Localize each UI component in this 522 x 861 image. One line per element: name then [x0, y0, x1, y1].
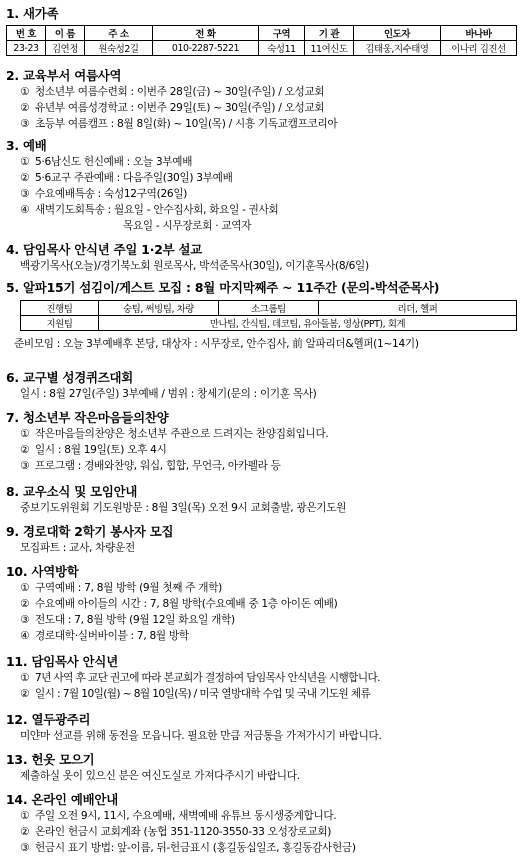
- list-item: [20, 840, 356, 855]
- section-9-title: 9. 경로대학 2학기 봉사자 모집: [6, 524, 174, 539]
- item-text: 새벽기도회특송 : 월요일 - 안수집사회, 화요일 - 권사회: [35, 204, 279, 216]
- section-5-title: 5. 알파15기 섬김이/게스트 모집 : 8월 마지막째주 ~ 11주간 (문의-박석준목사): [6, 280, 440, 295]
- table-cell: 010-2287-5221: [153, 41, 259, 56]
- item-text: 유년부 여름성경학교 : 이번주 29일(토) ~ 30일(주일) / 오성교회: [35, 102, 325, 114]
- item-text: 수요예배특송 : 숙성12구역(26일): [35, 188, 188, 200]
- table-cell: 숙성11: [259, 41, 305, 56]
- section-14-title: 14. 온라인 예배안내: [6, 792, 118, 807]
- section-1-title: 1. 새가족: [6, 6, 59, 21]
- header-cell: 바나바: [441, 26, 517, 41]
- item-text: 일시 : 8월 19일(토) 오후 4시: [35, 444, 167, 456]
- item-text: 구역예배 : 7, 8월 방학 (9월 첫째 주 개학): [35, 582, 222, 594]
- header-cell: 기 관: [305, 26, 354, 41]
- item-text: 헌금시 표기 방법: 앞-이름, 뒤-헌금표시 (홍길동십일조, 홍길동감사헌금): [35, 842, 356, 854]
- item-text: 주일 오전 9시, 11시, 수요예배, 새벽예배 유튜브 동시생중계합니다.: [35, 810, 337, 822]
- table-cell: 리더, 헬퍼: [319, 301, 517, 316]
- section-7-title: 7. 청소년부 작은마음들의찬양: [6, 410, 169, 425]
- list-item: [20, 426, 328, 441]
- list-item: [20, 686, 370, 701]
- alpha-team-table: [20, 300, 517, 331]
- list-item: [20, 202, 278, 217]
- item-text: 전도대 : 7, 8월 방학 (9월 12일 화요일 개학): [35, 614, 235, 626]
- table-cell: 김태웅,지수태영: [354, 41, 441, 56]
- item-marker: ①: [20, 428, 30, 440]
- header-cell: 전 화: [153, 26, 259, 41]
- item-marker: ②: [20, 102, 30, 114]
- table-row: [21, 316, 517, 331]
- header-cell: 번 호: [7, 26, 46, 41]
- section-4-title: 4. 담임목사 안식년 주일 1·2부 설교: [6, 242, 203, 257]
- table-row: [7, 41, 517, 56]
- item-marker: ①: [20, 86, 30, 98]
- list-item: [20, 84, 324, 99]
- table-cell: 소그룹팀: [219, 301, 319, 316]
- item-text: 7년 사역 후 교단 권고에 따라 본교회가 결정하여 담임목사 안식년을 시행합니다.: [35, 672, 380, 684]
- table-cell: 원숙성2길: [85, 41, 153, 56]
- item-text: 수요예배 아이들의 시간 : 7, 8월 방학(수요예배 중 1층 아이돈 예배): [35, 598, 338, 610]
- list-item: [20, 170, 233, 185]
- section-11-title: 11. 담임목사 안식년: [6, 654, 118, 669]
- item-text: 일시 : 7월 10일(월) ~ 8월 10일(목) / 미국 열방대학 수업 및 국내 기도원 체류: [35, 688, 371, 700]
- table-cell: 진행팀: [21, 301, 99, 316]
- section-13-text: 제출하실 옷이 있으신 분은 여신도실로 가져다주시기 바랍니다.: [20, 770, 300, 782]
- list-item: [20, 154, 192, 169]
- item-marker: ②: [20, 688, 29, 700]
- list-item: [20, 458, 281, 473]
- table-row: [21, 301, 517, 316]
- section-3-title: 3. 예배: [6, 138, 47, 153]
- item-marker: ③: [20, 614, 30, 626]
- table-cell: 지원팀: [21, 316, 99, 331]
- table-cell: 이나리 김진선: [441, 41, 517, 56]
- newcomer-table-header: [7, 26, 517, 41]
- section-4-text: 백광기목사(오늘)/경기북노회 원로목사, 박석준목사(30일), 이기훈목사(8/6일): [20, 260, 369, 272]
- section-5-note: 준비모임 : 오늘 3부예배후 본당, 대상자 : 시무장로, 안수집사, 前 알파리더&헬퍼(1~14기): [14, 338, 419, 350]
- item-marker: ②: [20, 444, 30, 456]
- list-item: [20, 670, 380, 685]
- item-marker: ③: [20, 460, 30, 472]
- item-marker: ②: [20, 826, 30, 838]
- header-cell: 주 소: [85, 26, 153, 41]
- section-6-title: 6. 교구별 성경퀴즈대회: [6, 370, 134, 385]
- list-item: [20, 612, 235, 627]
- item-marker: ①: [20, 672, 29, 684]
- item-marker: ②: [20, 598, 30, 610]
- item-marker: ②: [20, 172, 30, 184]
- section-12-title: 12. 열두광주리: [6, 712, 91, 727]
- section-9-text: 모집파트 : 교사, 차량운전: [20, 542, 135, 554]
- item-marker: ①: [20, 810, 30, 822]
- table-cell: 김연정: [46, 41, 85, 56]
- section-10-title: 10. 사역방학: [6, 564, 79, 579]
- table-cell: 11여신도: [305, 41, 354, 56]
- item-text: 온라인 헌금시 교회계좌 (농협 351-1120-3550-33 오성장로교회): [35, 826, 332, 838]
- item-text: 5·6교구 주관예배 : 다음주일(30일) 3부예배: [35, 172, 233, 184]
- list-item: [20, 824, 331, 839]
- list-item: [20, 442, 167, 457]
- item-marker: ④: [20, 630, 30, 642]
- list-item: [20, 116, 337, 131]
- list-item-continuation: 목요일 - 시무장로회 · 교역자: [123, 220, 252, 232]
- list-item: [20, 100, 324, 115]
- table-cell: 23-23: [7, 41, 46, 56]
- item-marker: ①: [20, 582, 30, 594]
- item-text: 작은마음들의찬양은 청소년부 주관으로 드려지는 찬양집회입니다.: [35, 428, 329, 440]
- header-cell: 이 름: [46, 26, 85, 41]
- section-6-text: 일시 : 8월 27일(주일) 3부예배 / 범위 : 창세기(문의 : 이기훈 목사): [20, 388, 317, 400]
- list-item: [20, 580, 222, 595]
- item-text: 프로그램 : 경배와찬양, 워십, 힙합, 무언극, 아카펠라 등: [35, 460, 281, 472]
- item-marker: ①: [20, 156, 30, 168]
- item-marker: ③: [20, 188, 30, 200]
- list-item: [20, 186, 187, 201]
- item-marker: ③: [20, 118, 30, 130]
- section-13-title: 13. 헌옷 모으기: [6, 752, 95, 767]
- item-text: 초등부 여름캠프 : 8월 8일(화) ~ 10일(목) / 시흥 기독교캠프코리아: [35, 118, 338, 130]
- section-12-text: 미얀마 선교를 위해 동전을 모읍니다. 필요한 만큼 저금통을 가져가시기 바랍니다.: [20, 730, 382, 742]
- item-text: 청소년부 여름수련회 : 이번주 28일(금) ~ 30일(주일) / 오성교회: [35, 86, 325, 98]
- item-marker: ④: [20, 204, 30, 216]
- header-cell: 구역: [259, 26, 305, 41]
- item-text: 5·6남신도 헌신예배 : 오늘 3부예배: [35, 156, 193, 168]
- table-cell: 만나팀, 간식팀, 데코팀, 유아돌봄, 영상(PPT), 회계: [99, 316, 517, 331]
- list-item: [20, 596, 337, 611]
- item-text: 경로대학·실버바이블 : 7, 8월 방학: [35, 630, 189, 642]
- section-8-text: 중보기도위원회 기도원방문 : 8월 3일(목) 오전 9시 교회출발, 광은기도원: [20, 502, 347, 514]
- section-8-title: 8. 교우소식 및 모임안내: [6, 484, 138, 499]
- header-cell: 인도자: [354, 26, 441, 41]
- list-item: [20, 628, 189, 643]
- newcomer-table: [6, 25, 517, 56]
- section-2-title: 2. 교육부서 여름사역: [6, 68, 122, 83]
- list-item: [20, 808, 336, 823]
- item-marker: ③: [20, 842, 30, 854]
- table-cell: 숭팀, 써빙팀, 차량: [99, 301, 219, 316]
